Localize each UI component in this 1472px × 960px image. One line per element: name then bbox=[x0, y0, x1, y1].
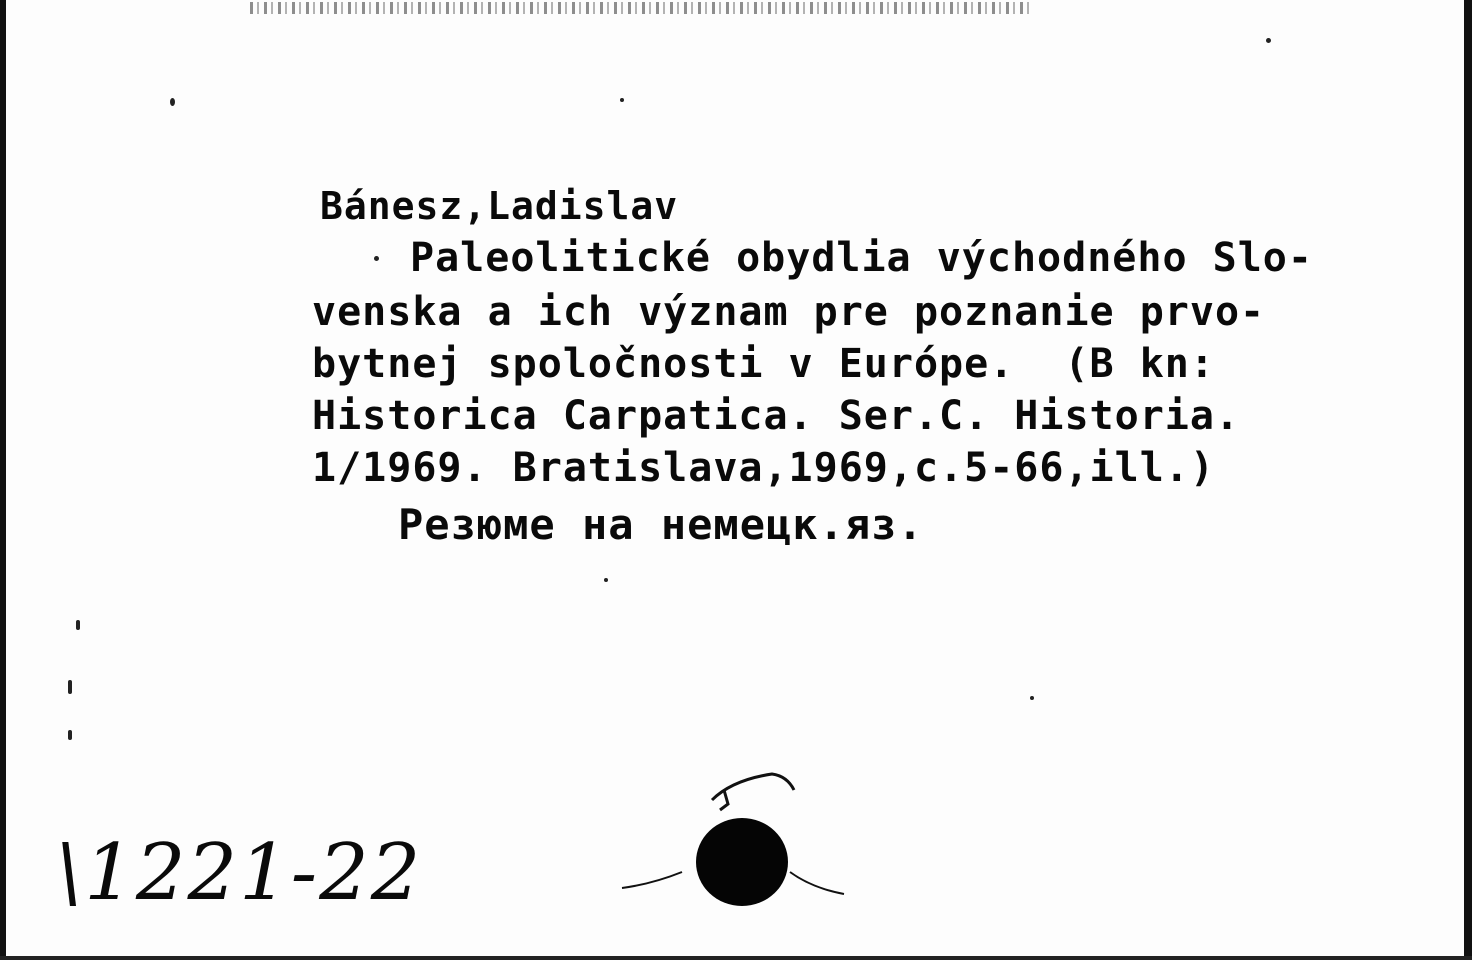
scan-speck bbox=[374, 256, 379, 261]
call-number: \1221-22 bbox=[56, 828, 423, 918]
summary-note: Резюме на немецк.яз. bbox=[398, 500, 924, 549]
scan-speck bbox=[1030, 696, 1034, 700]
title-line-3: bytnej spoločnosti v Európe. (B kn: bbox=[312, 341, 1215, 387]
punch-hole bbox=[612, 760, 852, 920]
top-scan-noise bbox=[250, 2, 1030, 14]
title-line-2: venska a ich význam pre poznanie prvo- bbox=[312, 289, 1266, 335]
title-line-5: 1/1969. Bratislava,1969,c.5-66,ill.) bbox=[312, 445, 1215, 491]
title-line-4: Historica Carpatica. Ser.C. Historia. bbox=[312, 393, 1241, 439]
scan-speck bbox=[68, 730, 72, 740]
card-bottom-edge bbox=[0, 956, 1472, 960]
card-right-edge bbox=[1464, 0, 1472, 960]
scan-speck bbox=[1266, 38, 1271, 43]
author-name: Bánesz,Ladislav bbox=[320, 184, 679, 228]
card-left-edge bbox=[0, 0, 6, 960]
scan-speck bbox=[170, 98, 175, 106]
title-line-1: Paleolitické obydlia východného Slo- bbox=[410, 235, 1313, 281]
scan-speck bbox=[620, 98, 624, 102]
scan-speck bbox=[604, 578, 608, 582]
scan-speck bbox=[68, 680, 72, 694]
punch-hole-icon bbox=[612, 760, 852, 920]
scan-speck bbox=[76, 620, 80, 630]
